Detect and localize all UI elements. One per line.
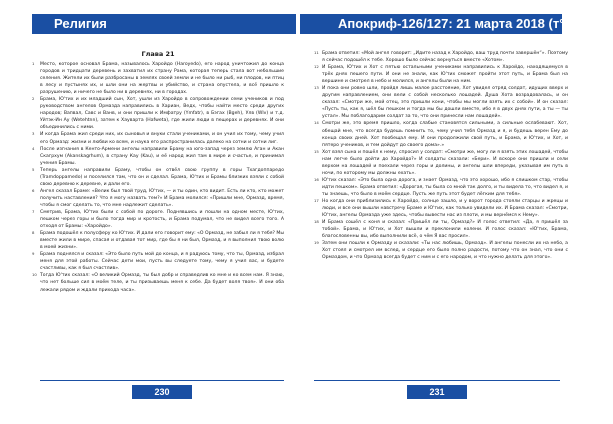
verse <box>32 272 284 293</box>
verse-number: 7 <box>32 208 35 214</box>
right-page-header: Апокриф-126/127: 21 марта 2018 (т°5.4 е.л.) <box>300 14 562 34</box>
verse-text: И Брама, Ю'тих и Хот с пятью остальными учениками направились к Харойдо, находящемуся в трёх днях пешего пути. И они не знали, как Ю'тих сможет пройти этот путь, и Брама был на вершине и смотрел в небо и молился, и ангелы были на ним. <box>322 65 568 85</box>
verse <box>32 61 284 96</box>
verse-number: 2 <box>32 96 35 102</box>
verse <box>314 149 568 177</box>
verse <box>314 240 568 261</box>
verse-text: И Брама сошёл с коня и сказал: «Пришёл ли ты, Ормазд?» И голос ответил: «Да, я пришёл за тобой». Брама, и Ю'тих, и Хот вышли и преклонили колени. И голос сказал: «Ю'тих, Брама, благословенны вы, ибо выполнили всё, о чём Я вас просил». <box>322 220 568 240</box>
left-page-header: Религия <box>32 14 296 34</box>
verse-text: Место, которое основал Брама, называлось Харойдо (Haroyedo), его народ уничтожил до конца городов и тридцати деревень и захватил их страну Рама, которая теперь стала вот небольшие селения. Жители их были разбросаны в землях своей земли и не было ни рыб, ни плодов, ни птиц в лесу и пустынях их, и шли они на жертвы и убийство, и страна опустела, и всё пришло к разрушению, и ничего не было ни в деревнях, ни в городах. <box>40 62 284 96</box>
verse-text: Ангел сказал Браме: «Велик был твой труд, Ю'тих, — и ты один, кто видит. Есть ли кто, кто может получить наставления? Что я могу назвать тем?» И Брама молился: «Пришли мне, Ормазд, время, чтобы я смог сделать то, что мне надлежит сделать». <box>40 188 284 208</box>
right-verse-list <box>314 50 568 261</box>
verse-text: Смотри же, это время пришло, когда слабые становятся сильными, а сильные ослабевают. Хот, обещай мне, что всегда будешь помнить то, чему учил тебя Ормазд и я, и будешь верен Ему до конца своих дней. Хот пообещал ему. И они продолжили свой путь, и Брама, и Ю'тих, и Хот, и пятеро учеников, и тем дойдут до своего дома».» <box>322 121 568 148</box>
verse-text: И когда Брама жил среди них, их сыновья и внуки стали учениками, и он учил их тому, чему учил его Ормазд: жизни и любви ко всем, и наука его распространилась далеко на сотни и сотни лиг. <box>40 132 284 145</box>
verse <box>314 85 568 120</box>
right-footer-rule <box>314 380 560 381</box>
verse-text: Сметрив, Брама, Ю'тих были с собой по дороге. Поднявшись и пошли на одном месте, Ю'тих, пешком через горы и было тогда мир и кротость, и Брама подумал, что не видел всего того. А отходя от Брамы: «Харойдо». <box>40 209 284 230</box>
left-footer-rule <box>40 380 284 381</box>
verse-number: 10 <box>32 272 37 278</box>
verse-text: Брама ответил: «Мой ангел говорит: „Идите назад к Харойдо, ваш труд почти завершён“». Поэтому я сейчас подошёл к тебе. Хорошо было сейчас вернуться вместе «Хотом». <box>322 51 568 64</box>
verse-text: Брама, Ю'тих и их младший сын, Хот, ушли из Харойдо в сопровождении семи учеников и под руководством ангелов Ормазда направились в Хариан, Ведх, чтобы найти место среди других народов; Вапвал, Савс и Ванв, и они пришли к Имфатру (Ymfatr), в Бэгах (Bgeh), Улв (Wlv) и т.д. Уйтэк-Ин Ау (Wetehtnn), затем к Хауварта (Hafweta), где жили люди в пещерах и деревнях. И они объединились с ними. <box>40 97 284 131</box>
left-verse-list <box>32 61 284 294</box>
verse-number: 17 <box>314 197 319 203</box>
verse-number: 19 <box>314 240 319 246</box>
verse <box>314 50 568 64</box>
verse-text: Тогда Ю'тих сказал: «О великий Ормазд, ты был добр и справедлив ко мне и ко всем нам. Я знаю, что нет больше сил в моём теле, и ты призываешь меня к себе. Да будет воля твоя». И они оба лежали рядом и ждали прихода часа». <box>40 273 284 293</box>
verse <box>32 188 284 209</box>
verse-number: 8 <box>32 230 35 236</box>
verse-text: Затем они пошли к Ормазду и сказали: «Ты нас любишь, Ормазд». И ангелы понесли их на небо, а Хот стоял и смотрел им вслед, и сердце его было полно радости, потому что он знал, что они с Ормаздом, и что Ормазд всегда будет с ним и с его народом, и что нужно делать для этого». <box>322 241 568 261</box>
verse-number: 9 <box>32 251 35 257</box>
left-page-number: 230 <box>132 385 192 399</box>
verse-text: Ю'тих сказал: «Это была одна дорога, и знает Ормазд, что это хорошо, ибо я слишком стар, чтобы идти пешком». Брама ответил: «Дорогая, ты была со мной так долго, и ты видела то, что видел я, и ты знаешь, что было в моём сердце. Пусть же путь этот будет лёгким для тебя». <box>322 177 568 197</box>
verse <box>32 131 284 145</box>
verse-number: 14 <box>314 120 319 126</box>
right-page <box>300 0 613 424</box>
verse-text: Хот взял сына и пошёл к нему, спросил у солдат: «Смотри же, могу ли я взять этих лошадей, чтобы нам легче было дойти до Харойдо?» И солдаты сказали: «Бери». И вскоре они пришли и сели верхом на лошадей и поехали через горы и долины, и ангелы шли впереди, указывая им путь в ночи, по которому мы должны ехать». <box>322 149 568 176</box>
verse <box>32 230 284 251</box>
left-page <box>0 0 300 424</box>
verse-number: 15 <box>314 148 319 154</box>
verse-text: После изгнания в Кенто-Армени ангелы направили Браму на юго-запад через землю Аган и Акан Скагрхум (Akanskagrhum), в страну Кау (Kau), и её народ жил там в мире и счастье, и принимал учения Брамы. <box>40 146 284 166</box>
verse-text: Теперь ангелы направили Браму, чтобы он отвёл свою группу в горы Тхагдоппаредо (Tramdoppamedo) и поселился там, что он и сделал. Брама, Ю'тих и Брамы близких взяли с собой свою деревню к деревне, и дали его. <box>40 167 284 187</box>
verse-number: 16 <box>314 176 319 182</box>
verse-text: Но когда они приблизились к Харойдо, солнце зашло, и у ворот города стояли старцы и жрецы и люди, и все они вышли навстречу Браме и Ю'тих, как только увидели их. И Брама сказал: «Смотри, Ю'тих, ангелы Ормазда уже здесь, чтобы вывести нас из плоти, и мы вернёмся к Нему». <box>322 198 568 219</box>
left-page-body <box>32 50 284 294</box>
verse <box>314 219 568 240</box>
verse <box>314 198 568 219</box>
chapter-title: Глава 21 <box>141 50 175 58</box>
verse-text: Брама подошёл к полусферу ко Ю'тих. И дали его говорит ему: «О Ормазд, не забыл ли я тебя? Мы вместе жили в мире, спасая и отдавая тот мир, где бы я ни был, Ормазд, и я выполнил твою волю в моей жизни». <box>40 231 284 251</box>
verse <box>314 64 568 85</box>
verse <box>32 167 284 188</box>
verse-number: 1 <box>32 61 35 66</box>
verse <box>314 177 568 198</box>
verse-number: 13 <box>314 85 319 91</box>
verse-number: 5 <box>32 166 35 172</box>
verse <box>32 209 284 230</box>
verse-number: 3 <box>32 131 35 137</box>
verse-number: 12 <box>314 64 319 70</box>
verse-number: 4 <box>32 145 35 151</box>
verse-number: 6 <box>32 187 35 193</box>
verse <box>32 146 284 167</box>
verse-text: И пока они ровно шли, пройдя лишь малое расстояние, Хот увидел отряд солдат, идущих вверх и другим направлением, они вели с собой несколько лошадей. Душа Хота возрадовалась, и он сказал: «Смотри же, мой отец, это пришли кони, чтобы мы могли взять их с собой». И он сказал: «Пусть ты, как я, шёл бы пешком и тогда мы бы дошли вместе, ибо я в двух днях пути, а ты — ты устал». Мы поблагодарим солдат за то, что они принесли нам лошадей». <box>322 86 568 120</box>
verse-number: 18 <box>314 219 319 225</box>
verse-text: Брама поднялся и сказал: «Это было путь мой до конца, и я радуюсь тому, что ты, Ормазд, избрал меня для этой работы. Сейчас дети мои, пусть вы следуете тому, чему я учил вас, и будете счастливы, как я был счастлив». <box>40 252 284 272</box>
verse <box>32 251 284 272</box>
verse <box>314 120 568 148</box>
right-page-body <box>314 50 568 261</box>
right-page-number: 231 <box>407 385 467 399</box>
verse <box>32 96 284 131</box>
verse-number: 11 <box>314 50 319 55</box>
